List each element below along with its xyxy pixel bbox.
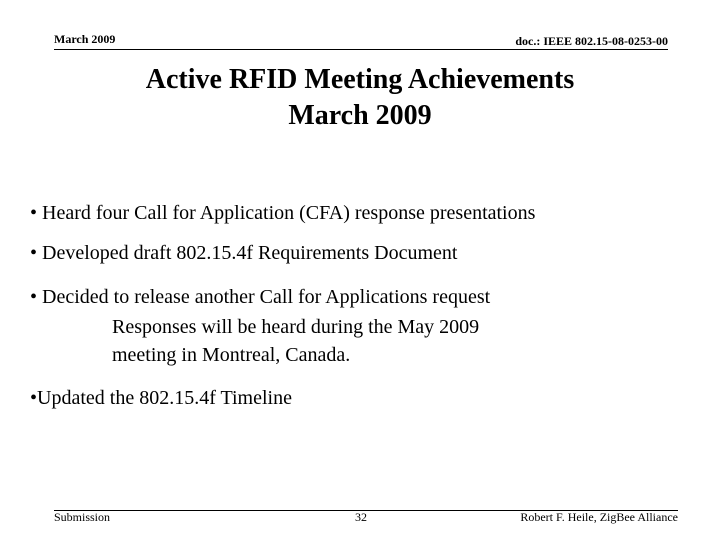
slide-title bbox=[0, 62, 720, 134]
bullet-updated-timeline: •Updated the 802.15.4f Timeline bbox=[30, 387, 292, 409]
footer-author: Robert F. Heile, ZigBee Alliance bbox=[520, 510, 678, 524]
bullet-cfa-presentations: • Heard four Call for Application (CFA) response presentations bbox=[30, 202, 536, 224]
header-doc-id: doc.: IEEE 802.15-08-0253-00 bbox=[515, 34, 668, 48]
title-line-2: March 2009 bbox=[288, 100, 432, 131]
footer-submission: Submission bbox=[54, 510, 111, 524]
title-line-1: Active RFID Meeting Achievements bbox=[145, 64, 575, 95]
sub-line-responses: Responses will be heard during the May 2009 bbox=[112, 316, 480, 338]
footer-page-number: 32 bbox=[355, 510, 367, 524]
bullet-requirements-document: • Developed draft 802.15.4f Requirements Document bbox=[30, 242, 458, 264]
header-date: March 2009 bbox=[54, 32, 116, 46]
sub-line-meeting-location: meeting in Montreal, Canada. bbox=[112, 344, 351, 366]
header-rule bbox=[54, 49, 668, 50]
bullet-release-cfa: • Decided to release another Call for Applications request bbox=[30, 286, 491, 308]
